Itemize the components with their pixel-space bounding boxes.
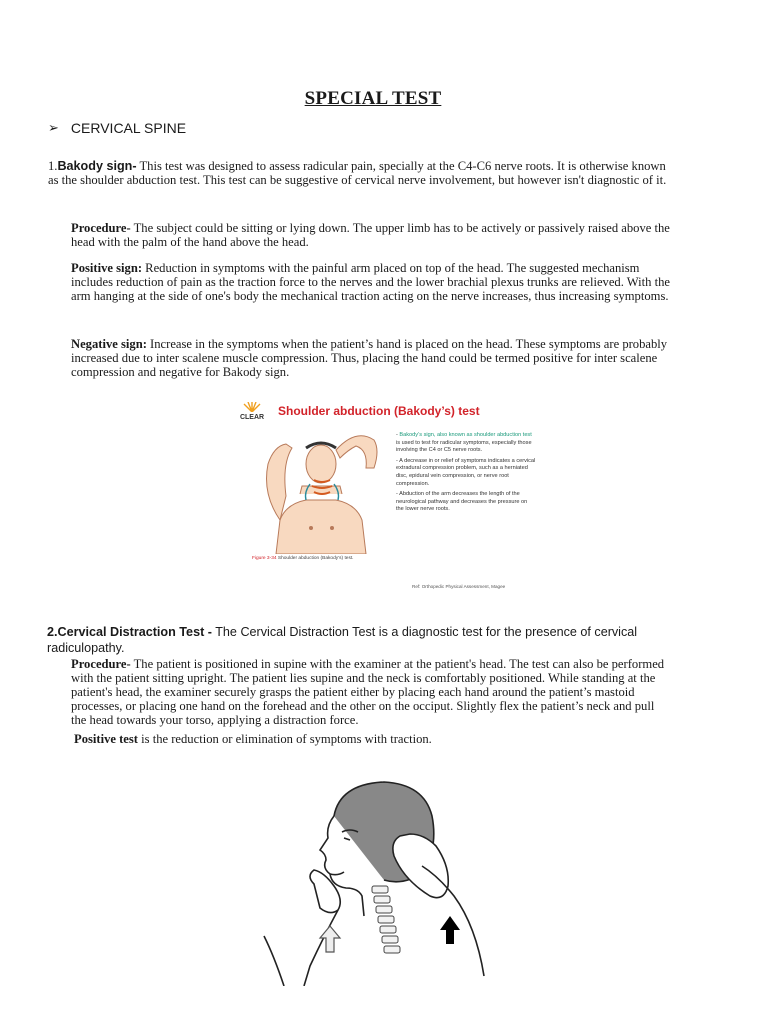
distraction-positive-label: Positive test	[74, 732, 138, 746]
bakody-positive	[71, 261, 671, 303]
distraction-number: 2.	[47, 625, 58, 639]
distraction-procedure-label: Procedure-	[71, 657, 131, 671]
section-label: CERVICAL SPINE	[70, 120, 187, 136]
logo-rays-icon	[238, 402, 266, 412]
procedure-text: The subject could be sitting or lying down. The upper limb has to be actively or passively raised above the head with the palm of the hand above the head.	[71, 221, 670, 249]
figure-bullet-2: - A decrease in or relief of symptoms indicates a cervical extradural compression problem, such as a herniated disc, epidural vein compression, or nerve root compression.	[396, 457, 536, 487]
procedure-label: Procedure-	[71, 221, 131, 235]
arrow-bullet-icon: ➢	[48, 120, 59, 135]
distraction-positive-text: is the reduction or elimination of symptoms with traction.	[138, 732, 432, 746]
distraction-positive	[74, 732, 674, 746]
positive-text: Reduction in symptoms with the painful arm placed on top of the head. The suggested mechanism includes reduction of pain as the traction force to the nerves and the lower brachial plexus trunks are relieved. With the arm hanging at the side of one's body the mechanical traction acting on the nerve increases, thus increasing symptoms.	[71, 261, 670, 303]
section-heading	[48, 120, 186, 136]
bakody-figure	[228, 388, 538, 598]
negative-label: Negative sign:	[71, 337, 147, 351]
clear-logo: CLEAR	[238, 402, 266, 421]
negative-text: Increase in the symptoms when the patient’s hand is placed on the head. These symptoms are probably increased due to inter scalene muscle compression. Thus, placing the hand could be termed positive for inter scalene compression and negative for Bakody sign.	[71, 337, 668, 379]
figure-bullet-1: - Bakody’s sign, also known as shoulder abduction test is used to test for radicular symptoms, especially those involving the C4 or C5 nerve roots.	[396, 432, 532, 454]
distraction-intro	[47, 624, 667, 656]
bakody-negative	[71, 337, 671, 379]
distraction-intro-text: The Cervical Distraction Test is a diagnostic test for the presence of cervical radiculopathy.	[47, 625, 638, 655]
figure-reference: Ref: Orthopedic Physical Assessment, Magee	[412, 584, 506, 589]
up-arrow-solid-icon	[440, 916, 460, 944]
bakody-number: 1.	[48, 159, 58, 173]
distraction-procedure-text: The patient is positioned in supine with the examiner at the patient's head. The test can also be performed with the patient sitting upright. The patient lies supine and the neck is comfortably positioned. While standing at the patient's head, the examiner securely grasps the patient either by placing each hand around the patient’s mastoid processes, or placing one hand on the forehead and the other on the occiput. Slightly flex the patient’s neck and pull the head towards your torso, applying a distraction force.	[71, 657, 665, 727]
positive-label: Positive sign:	[71, 261, 143, 275]
figure-caption: Figure 3-34 Shoulder abduction (Bakody’s) test.	[252, 556, 354, 561]
shoulder-abduction-illustration	[256, 424, 386, 554]
figure-title: Shoulder abduction (Bakody’s) test	[278, 404, 480, 418]
distraction-name: Cervical Distraction Test -	[57, 625, 212, 639]
page-title: SPECIAL TEST	[304, 88, 442, 109]
figure-bullet-3: - Abduction of the arm decreases the length of the neurological pathway and decreases the pressure on the lower nerve roots.	[396, 491, 528, 513]
cervical-distraction-illustration	[254, 776, 494, 986]
distraction-procedure	[71, 657, 671, 727]
bakody-intro-text: This test was designed to assess radicular pain, specially at the C4-C6 nerve roots. It is otherwise known as the shoulder abduction test. This test can be suggestive of cervical nerve involvement, but however isn't diagnostic of it.	[48, 159, 667, 187]
bakody-intro	[48, 159, 670, 187]
figure-bullets	[396, 432, 536, 517]
bakody-procedure	[71, 221, 671, 249]
bakody-name: Bakody sign-	[57, 159, 137, 173]
